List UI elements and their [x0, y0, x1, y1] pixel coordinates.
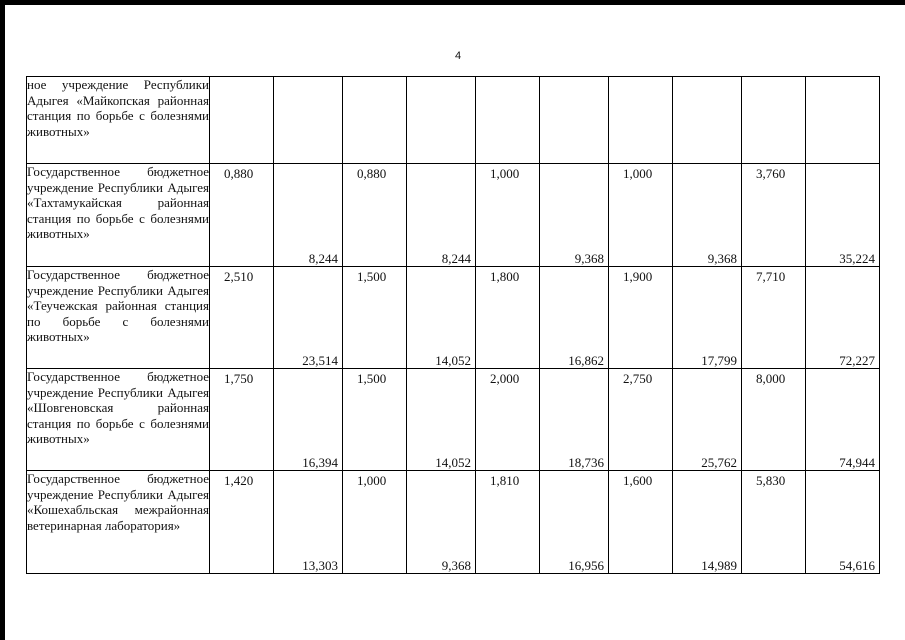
quantity-cell — [210, 471, 274, 574]
amount-value: 54,616 — [839, 557, 875, 573]
quantity-value: 1,800 — [490, 269, 520, 284]
quantity-value: 2,510 — [224, 269, 254, 284]
quantity-value: 7,710 — [756, 269, 786, 284]
amount-value: 13,303 — [302, 557, 338, 573]
data-table — [26, 76, 880, 574]
quantity-cell — [343, 267, 407, 369]
institution-name-cell — [27, 77, 210, 164]
table-row — [27, 369, 880, 471]
quantity-value: 8,000 — [756, 371, 786, 386]
amount-cell — [806, 77, 880, 164]
amount-value: 18,736 — [568, 454, 604, 470]
amount-cell — [806, 267, 880, 369]
quantity-value: 2,000 — [490, 371, 520, 386]
quantity-cell — [210, 164, 274, 267]
amount-cell — [673, 369, 742, 471]
quantity-cell — [210, 77, 274, 164]
quantity-value: 5,830 — [756, 473, 786, 488]
quantity-cell — [343, 77, 407, 164]
quantity-value: 1,900 — [623, 269, 653, 284]
institution-name-cell — [27, 369, 210, 471]
table-row — [27, 164, 880, 267]
quantity-cell — [609, 267, 673, 369]
quantity-cell — [343, 369, 407, 471]
institution-name: Государственное бюджетное учреждение Республики Адыгея «Тахтамукайская районная станция по борьбе с болезнями животных» — [27, 164, 209, 241]
quantity-cell — [742, 164, 806, 267]
institution-name-cell — [27, 471, 210, 574]
quantity-cell — [742, 369, 806, 471]
amount-cell — [540, 267, 609, 369]
amount-cell — [540, 77, 609, 164]
quantity-cell — [476, 267, 540, 369]
quantity-value: 1,000 — [623, 166, 653, 181]
amount-value: 8,244 — [308, 250, 338, 266]
quantity-value: 3,760 — [756, 166, 786, 181]
quantity-value: 0,880 — [357, 166, 387, 181]
amount-cell — [806, 164, 880, 267]
amount-cell — [274, 369, 343, 471]
quantity-cell — [343, 164, 407, 267]
quantity-value: 1,420 — [224, 473, 254, 488]
quantity-cell — [742, 77, 806, 164]
amount-cell — [540, 164, 609, 267]
amount-value: 16,956 — [568, 557, 604, 573]
amount-cell — [540, 471, 609, 574]
quantity-value: 1,000 — [490, 166, 520, 181]
amount-value: 16,862 — [568, 352, 604, 368]
quantity-value: 1,600 — [623, 473, 653, 488]
quantity-cell — [609, 164, 673, 267]
quantity-cell — [609, 77, 673, 164]
amount-value: 35,224 — [839, 250, 875, 266]
institution-name: Государственное бюджетное учреждение Республики Адыгея «Теучежская районная станция по борьбе с болезнями животных» — [27, 267, 209, 344]
amount-value: 72,227 — [839, 352, 875, 368]
table-row — [27, 267, 880, 369]
institution-name: Государственное бюджетное учреждение Республики Адыгея «Шовгеновская районная станция по борьбе с болезнями животных» — [27, 369, 209, 446]
quantity-value: 1,750 — [224, 371, 254, 386]
amount-value: 17,799 — [701, 352, 737, 368]
amount-cell — [274, 77, 343, 164]
quantity-cell — [609, 369, 673, 471]
amount-cell — [673, 471, 742, 574]
amount-value: 25,762 — [701, 454, 737, 470]
amount-value: 8,244 — [441, 250, 471, 266]
table-row — [27, 471, 880, 574]
quantity-cell — [742, 471, 806, 574]
amount-cell — [540, 369, 609, 471]
quantity-cell — [609, 471, 673, 574]
amount-cell — [673, 267, 742, 369]
amount-value: 9,368 — [574, 250, 604, 266]
amount-value: 9,368 — [441, 557, 471, 573]
quantity-cell — [476, 471, 540, 574]
quantity-value: 1,000 — [357, 473, 387, 488]
amount-cell — [407, 471, 476, 574]
amount-cell — [407, 369, 476, 471]
amount-value: 14,989 — [701, 557, 737, 573]
amount-cell — [274, 267, 343, 369]
amount-cell — [407, 77, 476, 164]
amount-cell — [673, 77, 742, 164]
page-number: 4 — [454, 50, 462, 62]
quantity-cell — [742, 267, 806, 369]
amount-value: 9,368 — [707, 250, 737, 266]
quantity-value: 1,500 — [357, 371, 387, 386]
quantity-value: 2,750 — [623, 371, 653, 386]
quantity-value: 1,500 — [357, 269, 387, 284]
institution-name-cell — [27, 267, 210, 369]
table-body — [27, 77, 880, 574]
amount-value: 14,052 — [435, 454, 471, 470]
quantity-cell — [210, 267, 274, 369]
amount-cell — [806, 369, 880, 471]
amount-cell — [407, 164, 476, 267]
amount-cell — [673, 164, 742, 267]
institution-name-cell — [27, 164, 210, 267]
quantity-value: 0,880 — [224, 166, 254, 181]
quantity-cell — [476, 164, 540, 267]
quantity-cell — [210, 369, 274, 471]
amount-cell — [407, 267, 476, 369]
amount-cell — [274, 164, 343, 267]
quantity-cell — [343, 471, 407, 574]
amount-value: 23,514 — [302, 352, 338, 368]
table-row — [27, 77, 880, 164]
institution-name: ное учреждение Республики Адыгея «Майкопская районная станция по борьбе с болезнями животных» — [27, 77, 209, 139]
amount-value: 14,052 — [435, 352, 471, 368]
quantity-cell — [476, 77, 540, 164]
amount-cell — [274, 471, 343, 574]
quantity-cell — [476, 369, 540, 471]
institution-name: Государственное бюджетное учреждение Республики Адыгея «Кошехабльская межрайонная ветеринарная лаборатория» — [27, 471, 209, 533]
amount-value: 16,394 — [302, 454, 338, 470]
quantity-value: 1,810 — [490, 473, 520, 488]
amount-value: 74,944 — [839, 454, 875, 470]
amount-cell — [806, 471, 880, 574]
